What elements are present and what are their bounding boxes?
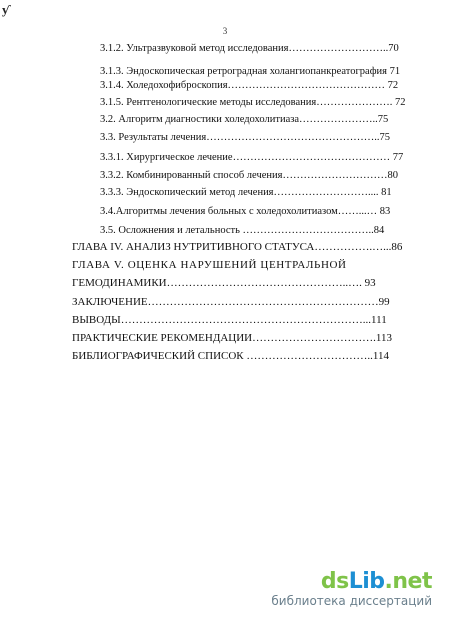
toc-entry-3-1-2: 3.1.2. Ультразвуковой метод исследования………………………..70: [100, 43, 399, 54]
page-number: 3: [222, 26, 228, 36]
toc-entry-3-3: 3.3. Результаты лечения…………………………………………..75: [100, 132, 390, 143]
toc-entry-conclusion: ЗАКЛЮЧЕНИЕ………………………………………………………99: [72, 296, 390, 308]
dslib-watermark: [271, 570, 432, 608]
toc-entry-chapter-4: ГЛАВА IV. АНАЛИЗ НУТРИТИВНОГО СТАТУСА…………….…...86: [72, 241, 403, 253]
toc-entry-3-3-1: 3.3.1. Хирургическое лечение……………………………………… 77: [100, 152, 404, 163]
toc-entry-findings: ВЫВОДЫ…………………………………………………………...111: [72, 314, 387, 326]
toc-entry-3-1-5: 3.1.5. Рентгенологические методы исследования…………………. 72: [100, 97, 405, 108]
toc-entry-3-3-3: 3.3.3. Эндоскопический метод лечения……………………….... 81: [100, 187, 392, 198]
dslib-logo: dsLib.net: [320, 569, 432, 594]
corner-mark: ƴ: [2, 2, 9, 17]
toc-entry-3-1-3: 3.1.3. Эндоскопическая ретроградная холангиопанкреатография 71: [100, 66, 401, 77]
toc-entry-chapter-5: ГЛАВА V. ОЦЕНКА НАРУШЕНИЙ ЦЕНТРАЛЬНОЙ: [72, 259, 347, 271]
toc-entry-3-1-4: 3.1.4. Холедохофиброскопия……………………………………… 72: [100, 80, 399, 91]
toc-entry-recommendations: ПРАКТИЧЕСКИЕ РЕКОМЕНДАЦИИ…………………………….113: [72, 332, 392, 344]
toc-entry-3-2: 3.2. Алгоритм диагностики холедохолитиаза…………………..75: [100, 114, 389, 125]
toc-entry-3-3-2: 3.3.2. Комбинированный способ лечения…………………………80: [100, 170, 398, 181]
watermark-subtitle: библиотека диссертаций: [271, 594, 432, 608]
toc-entry-bibliography: БИБЛИОГРАФИЧЕСКИЙ СПИСОК ……………………………..114: [72, 350, 389, 362]
toc-entry-chapter-5-cont: ГЕМОДИНАМИКИ…………………………………………..…. 93: [72, 277, 376, 289]
toc-entry-3-4: 3.4.Алгоритмы лечения больных с холедохолитиазом……...… 83: [100, 206, 391, 217]
toc-entry-3-5: 3.5. Осложнения и летальность ………………………………..84: [100, 225, 385, 236]
